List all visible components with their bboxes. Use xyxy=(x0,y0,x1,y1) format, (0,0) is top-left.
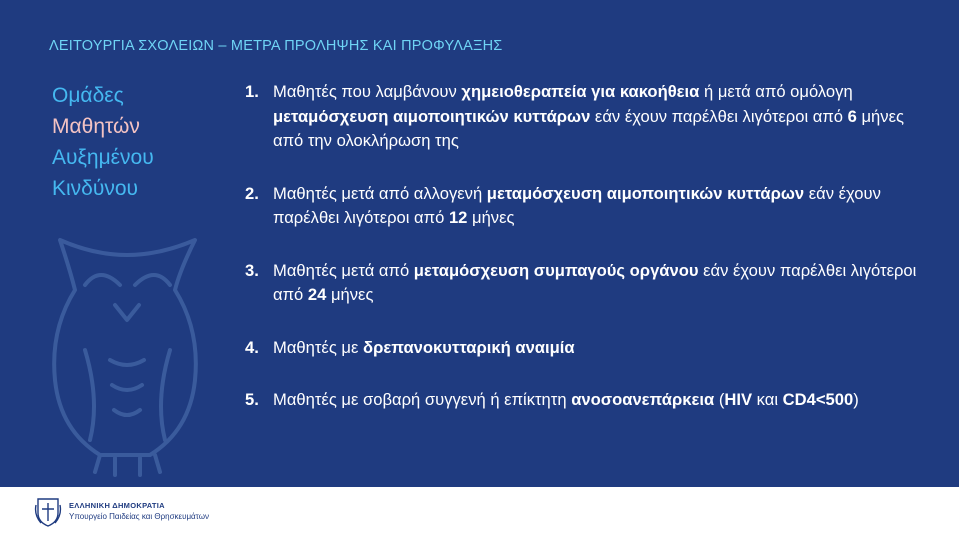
list-item xyxy=(245,336,935,361)
list-item xyxy=(245,182,935,231)
item-bold: HIV xyxy=(724,390,753,409)
page-title: ΛΕΙΤΟΥΡΓΙΑ ΣΧΟΛΕΙΩΝ – ΜΕΤΡΑ ΠΡΟΛΗΨΗΣ ΚΑΙ ΠΡΟΦΥΛΑΞΗΣ xyxy=(49,38,503,54)
item-text: μήνες xyxy=(326,285,374,304)
item-text: εάν έχουν παρέλθει λιγότεροι από xyxy=(273,183,881,227)
item-bold: μεταμόσχευση αιμοποιητικών κυττάρων xyxy=(273,106,591,126)
item-text: εάν έχουν παρέλθει λιγότεροι από xyxy=(590,106,848,126)
ministry-name: Υπουργείο Παιδείας και Θρησκευμάτων xyxy=(69,512,209,521)
item-text: Μαθητές που λαμβάνουν xyxy=(273,82,462,101)
item-number: 2. xyxy=(245,183,259,203)
item-bold: μεταμόσχευση αιμοποιητικών κυττάρων xyxy=(486,183,805,203)
greek-emblem-icon xyxy=(33,495,63,528)
item-number: 4. xyxy=(245,337,259,357)
item-bold: CD4<500 xyxy=(782,390,854,409)
footer xyxy=(0,487,959,540)
item-text: Μαθητές με σοβαρή συγγενή ή επίκτητη xyxy=(273,390,572,409)
risk-group-list xyxy=(245,80,935,413)
item-text: ( xyxy=(714,390,725,409)
item-text: μήνες από την ολοκλήρωση της xyxy=(273,106,904,150)
item-bold: ανοσοανεπάρκεια xyxy=(571,390,715,409)
owl-icon xyxy=(30,200,220,480)
item-number: 1. xyxy=(245,82,259,101)
item-bold: 24 xyxy=(307,285,327,304)
item-text: μήνες xyxy=(467,208,515,227)
item-number: 3. xyxy=(245,260,259,280)
side-title-line: Ομάδες xyxy=(52,84,124,107)
item-bold: 6 xyxy=(847,106,857,126)
item-text: Μαθητές μετά από αλλογενή xyxy=(273,183,487,203)
item-text: και xyxy=(752,390,783,409)
item-bold: χημειοθεραπεία για κακοήθεια xyxy=(461,82,700,101)
item-text: εάν έχουν παρέλθει λιγότεροι από xyxy=(273,260,917,304)
list-item xyxy=(245,80,935,154)
list-item xyxy=(245,388,935,413)
item-bold: δρεπανοκυτταρική αναιμία xyxy=(363,337,575,357)
government-name: ΕΛΛΗΝΙΚΗ ΔΗΜΟΚΡΑΤΙΑ xyxy=(69,501,165,510)
side-title xyxy=(52,80,154,204)
item-text: ή μετά από ομόλογη xyxy=(699,82,853,101)
item-text: ) xyxy=(853,390,859,409)
item-text: Μαθητές με xyxy=(273,337,364,357)
item-bold: 12 xyxy=(448,208,468,227)
side-title-line: Αυξημένου xyxy=(52,146,154,169)
item-number: 5. xyxy=(245,390,259,409)
list-item xyxy=(245,259,935,308)
side-title-line: Κινδύνου xyxy=(52,177,139,200)
side-title-line: Μαθητών xyxy=(52,115,140,138)
item-bold: μεταμόσχευση συμπαγούς οργάνου xyxy=(413,260,699,280)
item-text: Μαθητές μετά από xyxy=(273,260,414,280)
